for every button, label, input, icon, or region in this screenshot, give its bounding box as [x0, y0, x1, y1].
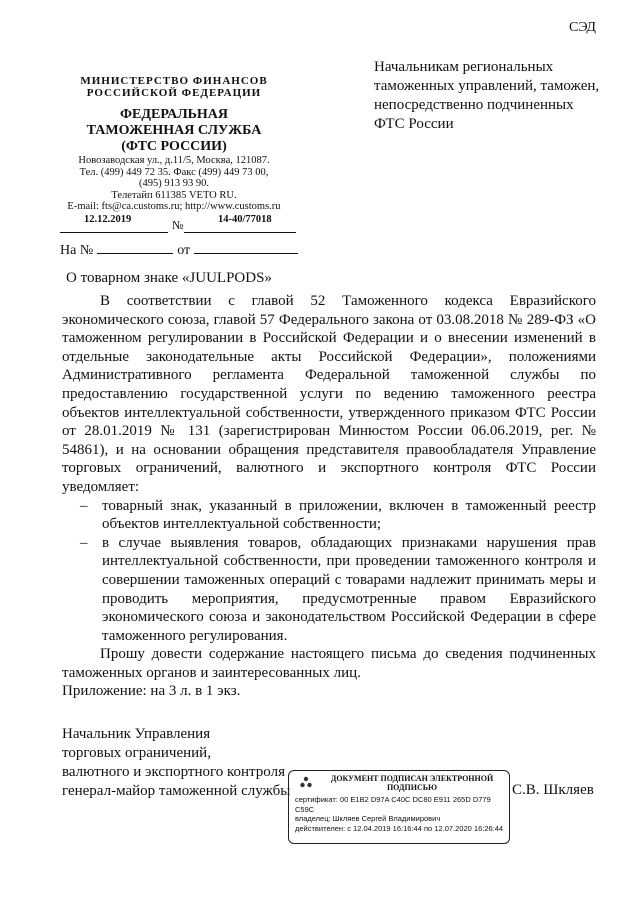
- reply-ot-label: от: [177, 243, 191, 258]
- service-line: ФЕДЕРАЛЬНАЯ: [119, 107, 228, 122]
- electronic-signature-stamp: [288, 770, 510, 844]
- service-line: (ФТС РОССИИ): [121, 139, 227, 154]
- sed-mark: СЭД: [569, 20, 596, 35]
- date-underline: [60, 232, 168, 233]
- signer-line: валютного и экспортного контроля: [62, 764, 285, 780]
- ministry-name: [58, 75, 290, 99]
- list-item-text: в случае выявления товаров, обладающих признаками нарушения прав интеллектуальной собственности, при проведении таможенного контроля и совершении таможенных операций с товарами надлежит принимать меры и проводить мероприятия, предусмотренные правом Евразийского экономического союза и законодательством Российской Федерации в сфере таможенного регулирования.: [102, 534, 596, 644]
- signer-line: Начальник Управления: [62, 726, 211, 742]
- phone-line: (495) 913 93 90.: [139, 178, 209, 189]
- signer-line: торговых ограничений,: [62, 745, 211, 761]
- attachment-note: Приложение: на 3 л. в 1 экз.: [62, 683, 241, 699]
- address-line: Новозаводская ул., д.11/5, Москва, 121087.: [78, 155, 270, 166]
- stamp-owner: владелец: Шкляев Сергей Владимирович: [295, 814, 441, 823]
- reply-na-label: На №: [60, 243, 94, 258]
- notice-list: [62, 497, 596, 646]
- ministry-line: МИНИСТЕРСТВО ФИНАНСОВ: [80, 75, 268, 87]
- list-item-text: товарный знак, указанный в приложении, включен в таможенный реестр объектов интеллектуальной собственности;: [102, 497, 596, 533]
- reply-reference: [60, 241, 300, 259]
- body-paragraph: Прошу довести содержание настоящего письма до сведения подчиненных таможенных органов и заинтересованных лиц.: [62, 646, 596, 681]
- reply-number-blank: [97, 241, 173, 254]
- emblem-icon: [299, 775, 313, 789]
- stamp-certificate: сертификат: 00 E1B2 D97A C40C DC80 E911 265D D779 C59C: [295, 795, 491, 814]
- signer-name: С.В. Шкляев: [512, 782, 594, 798]
- subject-line: О товарном знаке «JUULPODS»: [66, 270, 272, 286]
- letter-body: [62, 292, 596, 682]
- contacts-block: [58, 155, 290, 213]
- ministry-line: РОССИЙСКОЙ ФЕДЕРАЦИИ: [86, 87, 262, 99]
- reply-date-blank: [194, 241, 298, 254]
- phone-line: Тел. (499) 449 72 35. Факс (499) 449 73 00,: [79, 166, 269, 178]
- signer-line: генерал-майор таможенной службы: [62, 783, 291, 799]
- dash-marker: –: [80, 534, 88, 551]
- email-line: E-mail: fts@ca.customs.ru; http://www.customs.ru: [67, 201, 281, 212]
- stamp-title: ДОКУМЕНТ ПОДПИСАН ЭЛЕКТРОННОЙ ПОДПИСЬЮ: [330, 774, 494, 792]
- number-underline: [184, 232, 296, 233]
- signer-title: [62, 725, 290, 801]
- service-line: ТАМОЖЕННАЯ СЛУЖБА: [86, 123, 262, 138]
- registration-line: [60, 214, 296, 236]
- body-paragraph: В соответствии с главой 52 Таможенного кодекса Евразийского экономического союза, главой 57 Федерального закона от 03.08.2018 № 289-ФЗ «О таможенном регулировании в Российской Федерации и о внесении изменений в отдельные законодательные акты Российской Федерации», положениями Административного регламента Федеральной таможенной службы по предоставлению государственной услуги по ведению таможенного реестра объектов интеллектуальной собственности, утвержденного приказом ФТС России от 28.01.2019 № 131 (зарегистрирован Минюстом России 06.06.2019, рег. № 54861), и на основании обращения представителя правообладателя Управление торговых ограничений, валютного и экспортного контроля ФТС России уведомляет:: [62, 293, 596, 495]
- list-item: [62, 534, 596, 646]
- dash-marker: –: [80, 497, 88, 514]
- stamp-validity: действителен: с 12.04.2019 16:16:44 по 12.07.2020 16:26:44: [295, 823, 504, 833]
- service-name: [58, 107, 290, 155]
- reg-number: 14-40/77018: [218, 214, 272, 225]
- addressee: Начальникам региональных таможенных управлений, таможен, непосредственно подчиненных ФТС России: [374, 59, 600, 132]
- reg-date: 12.12.2019: [84, 214, 132, 225]
- list-item: [62, 497, 596, 534]
- teletype-line: Телетайп 611385 VETO RU.: [111, 189, 237, 201]
- stamp-details: [295, 795, 505, 833]
- number-sign: №: [172, 218, 184, 232]
